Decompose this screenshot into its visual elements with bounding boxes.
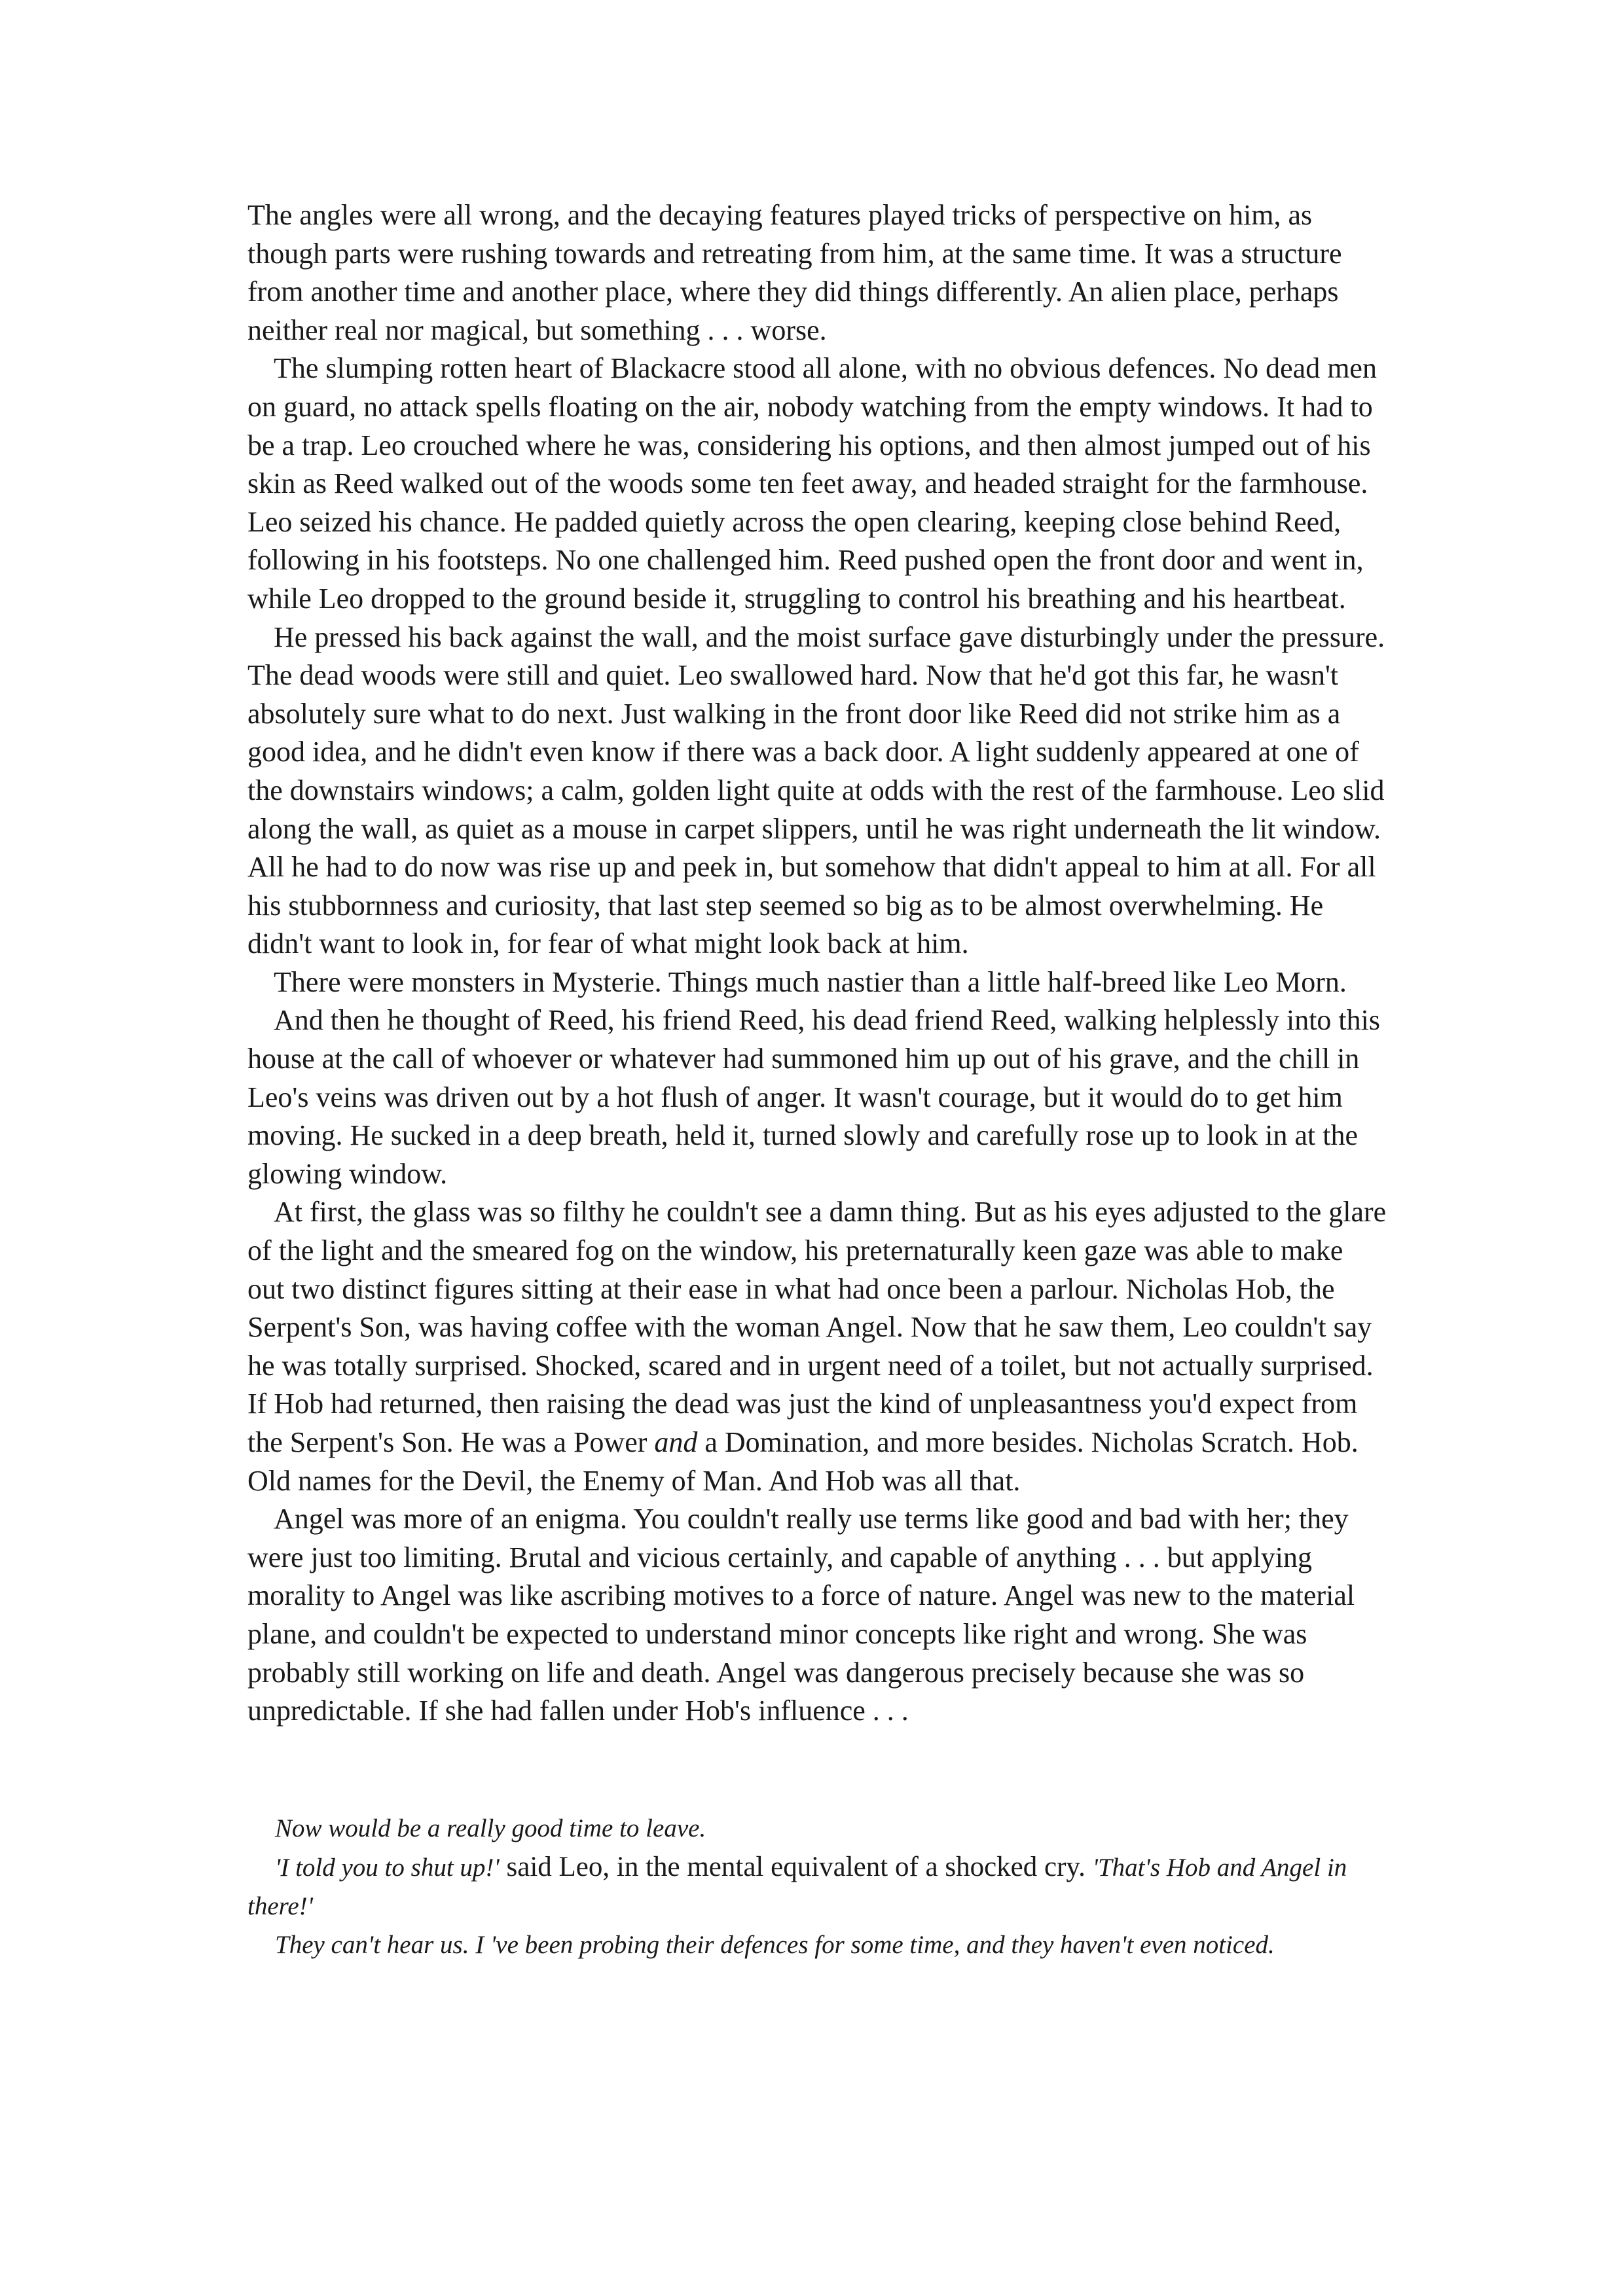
paragraph-6-part-2: a Domination, and more besides. Nicholas Scratch. Hob. Old names for the Devil, the Enemy of Man. And Hob was all that. xyxy=(247,1426,1359,1497)
paragraph-3: He pressed his back against the wall, and the moist surface gave disturbingly under the pressure. The dead woods were still and quiet. Leo swallowed hard. Now that he'd got this far, he wasn't absolutely sure what to do next. Just walking in the front door like Reed did not strike him as a good idea, and he didn't even know if there was a back door. A light suddenly appeared at one of the downstairs windows; a calm, golden light quite at odds with the rest of the farmhouse. Leo slid along the wall, as quiet as a mouse in carpet slippers, until he was right underneath the lit window. All he had to do now was rise up and peek in, but somehow that didn't appeal to him at all. For all his stubbornness and curiosity, that last step seemed so big as to be almost overwhelming. He didn't want to look in, for fear of what might look back at him. xyxy=(247,620,1385,960)
paragraph-1: The angles were all wrong, and the decaying features played tricks of perspective on him, as though parts were rushing towards and retreating from him, at the same time. It was a structure from another time and another place, where they did things differently. An alien place, perhaps neither real nor magical, but something . . . worse. xyxy=(247,199,1342,346)
dialogue-line-2-quote-2: 'That's Hob and Angel in there!' xyxy=(247,1853,1347,1920)
dialogue-section xyxy=(247,1809,1387,1964)
dialogue-line-3 xyxy=(247,1926,1387,1964)
paragraph-2: The slumping rotten heart of Blackacre stood all alone, with no obvious defences. No dead men on guard, no attack spells floating on the air, nobody watching from the empty windows. It had to be a trap. Leo crouched where he was, considering his options, and then almost jumped out of his skin as Reed walked out of the woods some ten feet away, and headed straight for the farmhouse. Leo seized his chance. He padded quietly across the open clearing, keeping close behind Reed, following in his footsteps. No one challenged him. Reed pushed open the front door and went in, while Leo dropped to the ground beside it, struggling to control his breathing and his heartbeat. xyxy=(247,352,1377,615)
dialogue-line-1-text: Now would be a really good time to leave. xyxy=(275,1814,706,1842)
dialogue-line-3-text: They can't hear us. I 've been probing their defences for some time, and they haven't even noticed. xyxy=(275,1930,1275,1959)
document-page xyxy=(247,196,1387,1964)
dialogue-line-2-narration: said Leo, in the mental equivalent of a shocked cry. xyxy=(499,1851,1093,1882)
dialogue-line-2 xyxy=(247,1848,1387,1926)
paragraph-4: There were monsters in Mysterie. Things much nastier than a little half-breed like Leo Morn. xyxy=(274,965,1347,998)
section-break xyxy=(247,1731,1387,1809)
narrative-section xyxy=(247,196,1387,1731)
paragraph-6-part-1: At first, the glass was so filthy he couldn't see a damn thing. But as his eyes adjusted to the glare of the light and the smeared fog on the window, his preternaturally keen gaze was able to make out two distinct figures sitting at their ease in what had once been a parlour. Nicholas Hob, the Serpent's Son, was having coffee with the woman Angel. Now that he saw them, Leo couldn't say he was totally surprised. Shocked, scared and in urgent need of a toilet, but not actually surprised. If Hob had returned, then raising the dead was just the kind of unpleasantness you'd expect from the Serpent's Son. He was a Power xyxy=(247,1196,1387,1458)
paragraph-5: And then he thought of Reed, his friend Reed, his dead friend Reed, walking helplessly into this house at the call of whoever or whatever had summoned him up out of his grave, and the chill in Leo's veins was driven out by a hot flush of anger. It wasn't courage, but it would do to get him moving. He sucked in a deep breath, held it, turned slowly and carefully rose up to look in at the glowing window. xyxy=(247,1004,1381,1190)
paragraph-7: Angel was more of an enigma. You couldn't really use terms like good and bad with her; they were just too limiting. Brutal and vicious certainly, and capable of anything . . . but applying morality to Angel was like ascribing motives to a force of nature. Angel was new to the material plane, and couldn't be expected to understand minor concepts like right and wrong. She was probably still working on life and death. Angel was dangerous precisely because she was so unpredictable. If she had fallen under Hob's influence . . . xyxy=(247,1503,1355,1727)
paragraph-6-emphasis: and xyxy=(654,1426,698,1458)
dialogue-line-1 xyxy=(247,1809,1387,1848)
dialogue-line-2-quote-1: 'I told you to shut up!' xyxy=(275,1853,500,1882)
paragraph-6 xyxy=(247,1193,1387,1500)
